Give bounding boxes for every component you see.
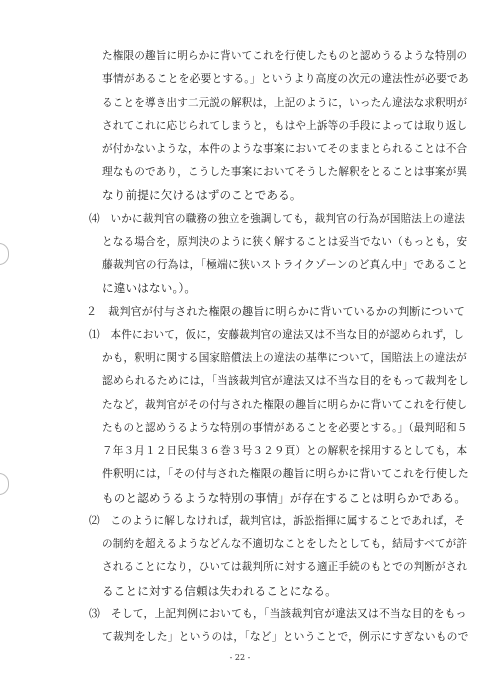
text-line: 認められるためには，「当該裁判官が違法又は不当な目的をもって裁判をし	[102, 374, 469, 388]
text-line: たものと認めうるような特別の事情があることを必要とする。」（最判昭和５	[102, 421, 468, 434]
text-line: たなど，裁判官がその付与された権限の趣旨に明らかに背いてこれを行使し	[102, 398, 468, 411]
text-line: となる場合を，原判決のように狭く解することは妥当でない（もっとも，安	[102, 235, 468, 248]
text-line: 藤裁判官の行為は，「極端に狭いストライクゾーンのど真ん中」であること	[102, 258, 469, 272]
text-line: 件釈明には，「その付与された権限の趣旨に明らかに背いてこれを行使した	[102, 467, 469, 481]
binder-hole-mark	[0, 243, 9, 265]
paragraph-2-heading-line: ⑵ このように解しなければ，裁判官は，訴訟指揮に属することであれば，そ	[89, 514, 466, 527]
page-number: - 22 -	[229, 653, 251, 662]
text-line: されてこれに応じられてしまうと，もはや上訴等の手段によっては取り返し	[102, 119, 468, 132]
paragraph-4-heading-line: ⑷ いかに裁判官の職務の独立を強調しても，裁判官の行為が国賠法上の違法	[89, 212, 466, 225]
text-line: ものと認めうるような特別の事情」が存在することは明らかである。	[102, 490, 467, 505]
text-line: 事情があることを必要とする。」というより高度の次元の違法性が必要であ	[102, 72, 469, 86]
binder-hole-mark	[0, 473, 9, 495]
text-line: た権限の趣旨に明らかに背いてこれを行使したものと認めうるような特別の	[102, 50, 468, 62]
text-line: ７年３月１２日民集３６巻３号３２９頁）との解釈を採用するとしても，本	[102, 445, 468, 458]
paragraph-3-heading-line: ⑶ そして，上記判例においても，「当該裁判官が違法又は不当な目的をもっ	[89, 606, 467, 620]
text-line: が付かないような，本件のような事案においてそのままとられることは不合	[102, 143, 468, 155]
text-line: の制約を超えるようなどんな不適切なことをしたとしても，結局すべてが許	[102, 538, 468, 550]
text-line: されることになり，ひいては裁判所に対する適正手続のもとでの判断がされ	[102, 561, 468, 574]
text-line: て裁判をした」というのは，「など」ということで，例示にすぎないもので	[102, 630, 469, 643]
text-line: かも，釈明に関する国家賠償法上の違法の基準について，国賠法上の違法が	[102, 352, 467, 365]
section-2-heading: ２ 裁判官が付与された権限の趣旨に明らかに背いているかの判断について	[86, 304, 465, 318]
text-line: 理なものであり，こうした事案においてそうした解釈をとることは事案が異	[102, 166, 468, 179]
text-line: に違いはない。）。	[102, 281, 197, 296]
text-line: ることに対する信頼は失われることになる。	[102, 583, 337, 598]
paragraph-1-heading-line: ⑴ 本件において，仮に，安藤裁判官の違法又は不当な目的が認められず，し	[89, 328, 464, 341]
text-line: なり前提に欠けるはずのことである。	[102, 188, 302, 203]
text-line: ることを導き出す二元説の解釈は，上記のように，いったん違法な求釈明が	[102, 96, 468, 109]
